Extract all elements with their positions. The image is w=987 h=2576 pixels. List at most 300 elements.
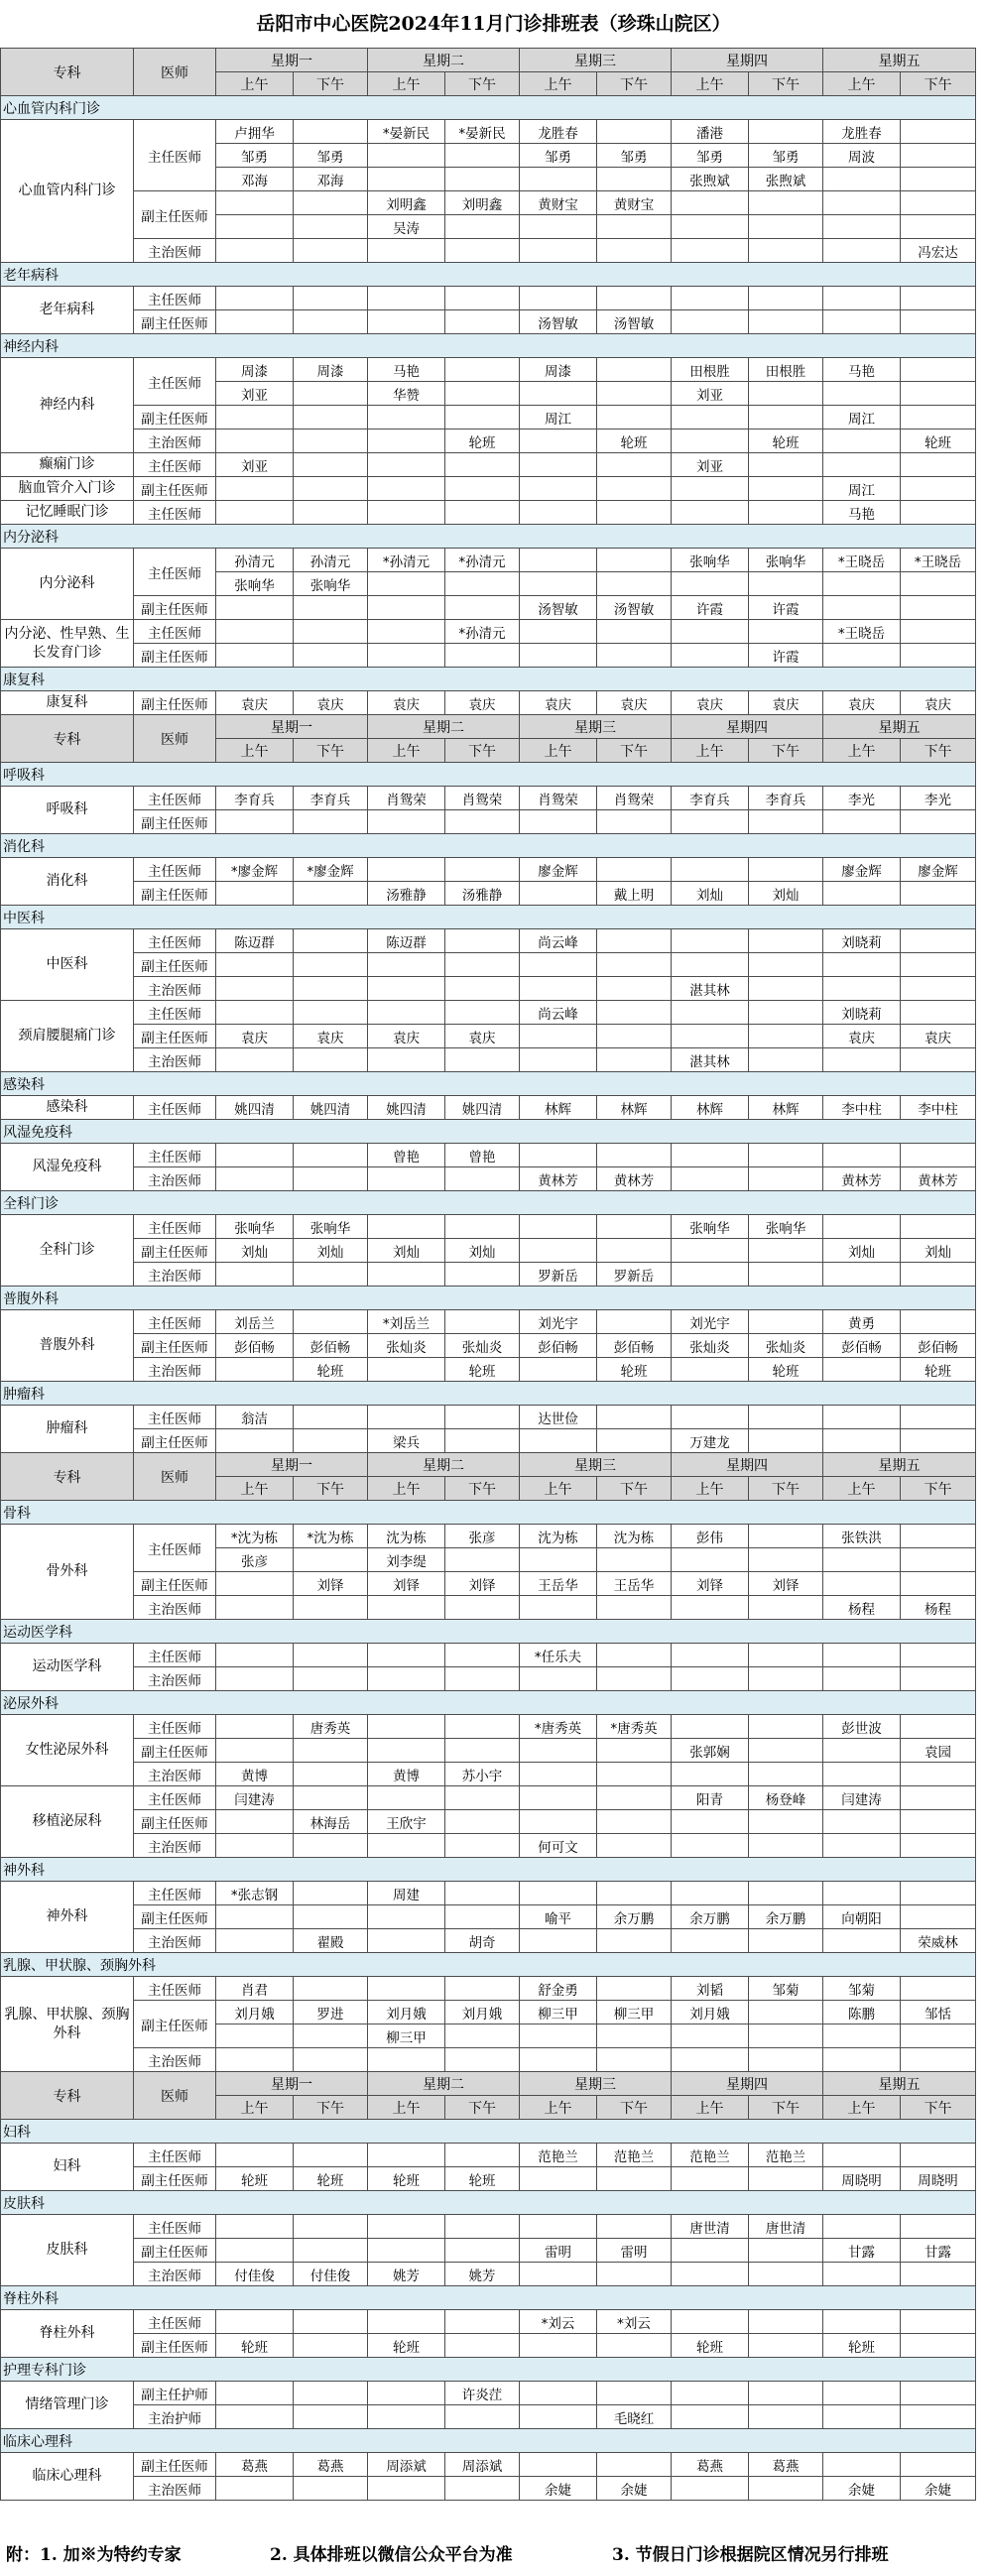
schedule-cell — [445, 2405, 520, 2429]
schedule-cell: 肖鸳荣 — [368, 787, 445, 810]
header-am: 上午 — [368, 2096, 445, 2120]
footnote-item: 附：1. 加※为特约专家 — [6, 2545, 182, 2565]
category-row — [1, 263, 976, 287]
schedule-cell: 黄勇 — [823, 1310, 901, 1334]
schedule-cell — [597, 1310, 672, 1334]
schedule-cell: 汤雅静 — [445, 882, 520, 906]
schedule-cell — [901, 2215, 976, 2239]
category-label: 护理专科门诊 — [1, 2358, 976, 2382]
schedule-cell — [749, 1263, 823, 1287]
schedule-cell: 黄林芳 — [520, 1167, 597, 1191]
header-day: 星期四 — [672, 49, 823, 72]
schedule-cell: 马艳 — [823, 358, 901, 382]
schedule-cell — [294, 1596, 368, 1620]
schedule-cell — [749, 1429, 823, 1453]
footnote-item: 2. 具体排班以微信公众平台为准 — [270, 2545, 513, 2565]
dept-name: 颈肩腰腿痛门诊 — [1, 1001, 134, 1072]
schedule-cell: 轮班 — [294, 2167, 368, 2191]
schedule-cell — [672, 2405, 749, 2429]
schedule-cell: 轮班 — [749, 429, 823, 453]
schedule-cell: 黄博 — [368, 1763, 445, 1786]
schedule-cell: 张煦斌 — [672, 168, 749, 191]
schedule-cell — [294, 1048, 368, 1072]
schedule-cell — [445, 953, 520, 977]
schedule-cell — [672, 858, 749, 882]
schedule-cell: 甘露 — [901, 2239, 976, 2263]
header-am: 上午 — [216, 739, 294, 763]
schedule-cell — [901, 168, 976, 191]
schedule-cell — [672, 929, 749, 953]
schedule-cell: 轮班 — [445, 1358, 520, 1382]
schedule-cell — [294, 1001, 368, 1025]
doctor-level: 主任医师 — [134, 1144, 216, 1167]
schedule-cell — [520, 644, 597, 668]
schedule-cell: 彭佰畅 — [823, 1334, 901, 1358]
schedule-cell — [368, 1786, 445, 1810]
schedule-cell — [294, 239, 368, 263]
schedule-cell — [294, 1167, 368, 1191]
schedule-cell — [294, 810, 368, 834]
schedule-cell — [823, 2215, 901, 2239]
schedule-cell — [216, 1144, 294, 1167]
dept-name: 皮肤科 — [1, 2215, 134, 2286]
schedule-cell — [597, 1810, 672, 1834]
schedule-cell — [597, 1929, 672, 1953]
schedule-cell: 杨登峰 — [749, 1786, 823, 1810]
schedule-cell — [597, 1977, 672, 2001]
schedule-cell — [216, 1905, 294, 1929]
schedule-cell — [445, 1167, 520, 1191]
schedule-cell — [445, 310, 520, 334]
schedule-cell: 余万鹏 — [672, 1905, 749, 1929]
schedule-row — [1, 1048, 976, 1072]
schedule-cell — [216, 1667, 294, 1691]
schedule-cell — [672, 1763, 749, 1786]
schedule-cell: 李育兵 — [294, 787, 368, 810]
schedule-cell — [823, 1358, 901, 1382]
schedule-cell: 袁庆 — [445, 1025, 520, 1048]
doctor-level: 副主任医师 — [134, 477, 216, 501]
schedule-cell: 彭伟 — [672, 1525, 749, 1548]
schedule-cell — [520, 2024, 597, 2048]
schedule-cell — [749, 2048, 823, 2072]
schedule-cell — [216, 596, 294, 620]
header-pm: 下午 — [294, 2096, 368, 2120]
category-row — [1, 1382, 976, 1406]
schedule-cell: 轮班 — [597, 429, 672, 453]
schedule-cell: 李光 — [823, 787, 901, 810]
schedule-row — [1, 1429, 976, 1453]
schedule-cell — [597, 2263, 672, 2286]
schedule-cell: 刘灿 — [901, 1239, 976, 1263]
schedule-cell — [597, 1025, 672, 1048]
schedule-cell — [901, 120, 976, 144]
schedule-cell — [901, 929, 976, 953]
schedule-row — [1, 1572, 976, 1596]
schedule-cell: 李光 — [901, 787, 976, 810]
doctor-level: 副主任医师 — [134, 406, 216, 429]
header-am: 上午 — [520, 72, 597, 96]
schedule-row — [1, 1810, 976, 1834]
schedule-cell — [294, 1739, 368, 1763]
schedule-cell: 袁庆 — [597, 691, 672, 715]
schedule-cell: 姚四清 — [216, 1096, 294, 1120]
header-pm: 下午 — [597, 1477, 672, 1501]
header-pm: 下午 — [597, 739, 672, 763]
schedule-cell: *沈为栋 — [294, 1525, 368, 1548]
schedule-cell — [749, 215, 823, 239]
dept-name: 老年病科 — [1, 287, 134, 334]
schedule-cell: 轮班 — [216, 2334, 294, 2358]
schedule-cell — [216, 1596, 294, 1620]
schedule-row — [1, 191, 976, 215]
doctor-level: 副主任医师 — [134, 1429, 216, 1453]
schedule-cell — [597, 1406, 672, 1429]
header-dept: 专科 — [1, 715, 134, 763]
schedule-cell — [368, 1167, 445, 1191]
schedule-cell: *孙清元 — [368, 549, 445, 572]
schedule-cell — [294, 2405, 368, 2429]
schedule-cell — [520, 477, 597, 501]
schedule-cell — [368, 810, 445, 834]
schedule-cell: 李育兵 — [672, 787, 749, 810]
schedule-cell — [749, 2167, 823, 2191]
schedule-cell: 张灿炎 — [445, 1334, 520, 1358]
schedule-cell: *廖金辉 — [216, 858, 294, 882]
header-pm: 下午 — [901, 1477, 976, 1501]
doctor-level: 副主任医师 — [134, 2453, 216, 2477]
schedule-cell — [901, 358, 976, 382]
category-label: 呼吸科 — [1, 763, 976, 787]
schedule-row — [1, 1144, 976, 1167]
schedule-cell — [216, 810, 294, 834]
schedule-cell — [749, 1406, 823, 1429]
schedule-cell — [749, 287, 823, 310]
dept-name: 肿瘤科 — [1, 1406, 134, 1453]
doctor-level: 副主任医师 — [134, 644, 216, 668]
schedule-cell — [294, 2215, 368, 2239]
schedule-cell: 刘晓莉 — [823, 929, 901, 953]
schedule-cell — [294, 120, 368, 144]
schedule-cell — [216, 1358, 294, 1382]
schedule-cell — [445, 1429, 520, 1453]
schedule-cell — [901, 620, 976, 644]
schedule-cell — [597, 1001, 672, 1025]
schedule-cell — [597, 929, 672, 953]
schedule-cell — [294, 644, 368, 668]
schedule-cell — [520, 549, 597, 572]
doctor-level: 主任医师 — [134, 787, 216, 810]
schedule-cell — [445, 1596, 520, 1620]
schedule-row — [1, 1525, 976, 1548]
schedule-cell — [520, 1882, 597, 1905]
schedule-cell — [823, 191, 901, 215]
doctor-level: 主任医师 — [134, 1644, 216, 1667]
schedule-cell — [216, 2024, 294, 2048]
schedule-row — [1, 691, 976, 715]
schedule-cell: 翁洁 — [216, 1406, 294, 1429]
schedule-cell: 孙清元 — [216, 549, 294, 572]
schedule-cell: 袁庆 — [368, 1025, 445, 1048]
schedule-cell: 张铁洪 — [823, 1525, 901, 1548]
header-day: 星期一 — [216, 2072, 368, 2096]
header-pm: 下午 — [294, 739, 368, 763]
schedule-cell — [368, 1263, 445, 1287]
schedule-cell — [445, 1882, 520, 1905]
schedule-cell — [823, 1882, 901, 1905]
dept-name: 运动医学科 — [1, 1644, 134, 1691]
schedule-cell: 龙胜春 — [823, 120, 901, 144]
schedule-cell: 黄林芳 — [901, 1167, 976, 1191]
schedule-cell — [445, 644, 520, 668]
schedule-cell — [749, 1763, 823, 1786]
schedule-cell — [294, 1144, 368, 1167]
schedule-cell — [823, 2310, 901, 2334]
category-row — [1, 2191, 976, 2215]
schedule-cell: 舒金勇 — [520, 1977, 597, 2001]
schedule-cell — [368, 406, 445, 429]
schedule-row — [1, 1096, 976, 1120]
schedule-cell — [901, 501, 976, 525]
dept-name: 移植泌尿科 — [1, 1786, 134, 1858]
schedule-cell: 戴上明 — [597, 882, 672, 906]
schedule-cell — [368, 1834, 445, 1858]
schedule-cell: *王晓岳 — [823, 549, 901, 572]
category-row — [1, 1620, 976, 1644]
header-level: 医师 — [134, 715, 216, 763]
schedule-cell — [823, 2453, 901, 2477]
schedule-cell — [901, 2405, 976, 2429]
schedule-cell — [216, 406, 294, 429]
schedule-row — [1, 1786, 976, 1810]
schedule-cell — [216, 2382, 294, 2405]
schedule-cell — [749, 406, 823, 429]
schedule-cell — [672, 477, 749, 501]
schedule-cell — [368, 2310, 445, 2334]
schedule-row — [1, 1310, 976, 1334]
schedule-cell — [520, 1786, 597, 1810]
schedule-cell: 邹勇 — [672, 144, 749, 168]
schedule-row — [1, 1905, 976, 1929]
schedule-cell — [520, 1215, 597, 1239]
schedule-cell — [520, 1810, 597, 1834]
schedule-cell — [901, 953, 976, 977]
schedule-cell: 刘灿 — [749, 882, 823, 906]
schedule-cell — [901, 2310, 976, 2334]
doctor-level: 主任医师 — [134, 858, 216, 882]
schedule-cell: 向朝阳 — [823, 1905, 901, 1929]
schedule-cell — [520, 1239, 597, 1263]
schedule-cell — [445, 1548, 520, 1572]
schedule-cell — [294, 977, 368, 1001]
schedule-row — [1, 1644, 976, 1667]
schedule-cell: 周漆 — [294, 358, 368, 382]
schedule-cell — [445, 2310, 520, 2334]
schedule-cell — [445, 239, 520, 263]
schedule-cell — [368, 1001, 445, 1025]
schedule-cell — [901, 1905, 976, 1929]
schedule-cell: 李育兵 — [749, 787, 823, 810]
category-row — [1, 1501, 976, 1525]
schedule-cell — [368, 144, 445, 168]
doctor-level: 主治医师 — [134, 1596, 216, 1620]
dept-name: 感染科 — [1, 1096, 134, 1120]
schedule-cell: 刘灿 — [823, 1239, 901, 1263]
schedule-cell — [901, 1572, 976, 1596]
schedule-cell: 曾艳 — [368, 1144, 445, 1167]
schedule-cell — [672, 1239, 749, 1263]
schedule-cell: 张灿炎 — [672, 1334, 749, 1358]
schedule-cell — [368, 1739, 445, 1763]
header-day: 星期五 — [823, 49, 976, 72]
schedule-cell: 袁庆 — [823, 1025, 901, 1048]
schedule-cell — [520, 2215, 597, 2239]
schedule-cell — [368, 977, 445, 1001]
schedule-cell — [597, 1144, 672, 1167]
schedule-cell — [216, 215, 294, 239]
schedule-cell: 刘灿 — [672, 882, 749, 906]
schedule-cell — [520, 501, 597, 525]
schedule-cell — [749, 929, 823, 953]
schedule-cell — [597, 572, 672, 596]
schedule-row — [1, 2048, 976, 2072]
schedule-cell — [823, 644, 901, 668]
schedule-cell: 轮班 — [294, 1358, 368, 1382]
schedule-cell — [749, 239, 823, 263]
schedule-cell: *孙清元 — [445, 620, 520, 644]
schedule-cell: 汤智敏 — [597, 596, 672, 620]
schedule-row — [1, 239, 976, 263]
schedule-table — [0, 48, 976, 2501]
schedule-cell — [445, 1810, 520, 1834]
schedule-cell — [368, 239, 445, 263]
schedule-cell: 余婕 — [901, 2477, 976, 2501]
schedule-cell — [749, 1001, 823, 1025]
page-title: 岳阳市中心医院2024年11月门诊排班表（珍珠山院区） — [256, 13, 731, 35]
schedule-cell: 袁园 — [901, 1739, 976, 1763]
schedule-cell — [445, 1263, 520, 1287]
schedule-cell — [445, 406, 520, 429]
footnote-item: 3. 节假日门诊根据院区情况另行排班 — [612, 2545, 889, 2565]
header-am: 上午 — [520, 739, 597, 763]
schedule-row — [1, 1001, 976, 1025]
schedule-cell: 梁兵 — [368, 1429, 445, 1453]
schedule-cell: 葛燕 — [749, 2453, 823, 2477]
schedule-cell — [901, 453, 976, 477]
schedule-cell — [216, 501, 294, 525]
schedule-cell — [901, 1786, 976, 1810]
schedule-cell — [901, 810, 976, 834]
dept-name: 脊柱外科 — [1, 2310, 134, 2358]
schedule-cell — [597, 2334, 672, 2358]
schedule-cell: 潘港 — [672, 120, 749, 144]
schedule-cell — [597, 453, 672, 477]
schedule-cell: 袁庆 — [901, 691, 976, 715]
category-row — [1, 525, 976, 549]
schedule-cell — [672, 2263, 749, 2286]
schedule-cell: 邹勇 — [749, 144, 823, 168]
schedule-cell: 彭世波 — [823, 1715, 901, 1739]
dept-name: 临床心理科 — [1, 2453, 134, 2501]
schedule-cell — [901, 406, 976, 429]
schedule-cell — [749, 120, 823, 144]
schedule-cell: 张响华 — [216, 572, 294, 596]
schedule-cell: 林辉 — [672, 1096, 749, 1120]
schedule-cell: 轮班 — [901, 1358, 976, 1382]
schedule-cell: 黄财宝 — [520, 191, 597, 215]
schedule-cell: 邹勇 — [216, 144, 294, 168]
schedule-cell: 周江 — [520, 406, 597, 429]
schedule-cell — [216, 882, 294, 906]
schedule-cell: 陈鹏 — [823, 2001, 901, 2024]
schedule-cell: 卢拥华 — [216, 120, 294, 144]
schedule-cell — [216, 1834, 294, 1858]
category-row — [1, 96, 976, 120]
schedule-cell: 刘光宇 — [520, 1310, 597, 1334]
schedule-cell — [597, 1429, 672, 1453]
schedule-cell — [749, 1667, 823, 1691]
category-label: 乳腺、甲状腺、颈胸外科 — [1, 1953, 976, 1977]
schedule-cell — [597, 2024, 672, 2048]
schedule-cell: 轮班 — [823, 2334, 901, 2358]
schedule-row — [1, 287, 976, 310]
schedule-cell — [216, 1263, 294, 1287]
schedule-cell — [445, 977, 520, 1001]
schedule-cell: 刘铎 — [294, 1572, 368, 1596]
schedule-cell — [294, 501, 368, 525]
header-day: 星期三 — [520, 49, 672, 72]
category-row — [1, 1691, 976, 1715]
doctor-level: 主任医师 — [134, 1215, 216, 1239]
schedule-cell — [749, 1596, 823, 1620]
schedule-cell — [294, 2382, 368, 2405]
schedule-row — [1, 620, 976, 644]
schedule-cell: 张响华 — [672, 549, 749, 572]
schedule-cell: 刘光宇 — [672, 1310, 749, 1334]
category-label: 普腹外科 — [1, 1287, 976, 1310]
header-am: 上午 — [368, 72, 445, 96]
header-day: 星期二 — [368, 715, 520, 739]
schedule-cell — [901, 2382, 976, 2405]
schedule-cell — [445, 382, 520, 406]
header-pm: 下午 — [749, 739, 823, 763]
schedule-cell — [749, 191, 823, 215]
dept-name: 呼吸科 — [1, 787, 134, 834]
header-day: 星期五 — [823, 1453, 976, 1477]
schedule-cell: 袁庆 — [216, 1025, 294, 1048]
category-row — [1, 1858, 976, 1882]
schedule-cell — [597, 1882, 672, 1905]
schedule-cell — [445, 477, 520, 501]
schedule-cell — [368, 1358, 445, 1382]
schedule-cell: 许霞 — [749, 596, 823, 620]
doctor-level: 主治医师 — [134, 977, 216, 1001]
schedule-cell — [445, 1406, 520, 1429]
schedule-cell — [368, 453, 445, 477]
schedule-cell — [520, 1739, 597, 1763]
schedule-cell: 袁庆 — [216, 691, 294, 715]
schedule-cell — [672, 2310, 749, 2334]
schedule-cell: *张志钢 — [216, 1882, 294, 1905]
header-level: 医师 — [134, 49, 216, 96]
schedule-cell — [216, 2477, 294, 2501]
doctor-level: 副主任医师 — [134, 882, 216, 906]
schedule-cell — [672, 501, 749, 525]
dept-name: 神外科 — [1, 1882, 134, 1953]
schedule-cell — [749, 953, 823, 977]
header-am: 上午 — [368, 1477, 445, 1501]
schedule-row — [1, 2453, 976, 2477]
